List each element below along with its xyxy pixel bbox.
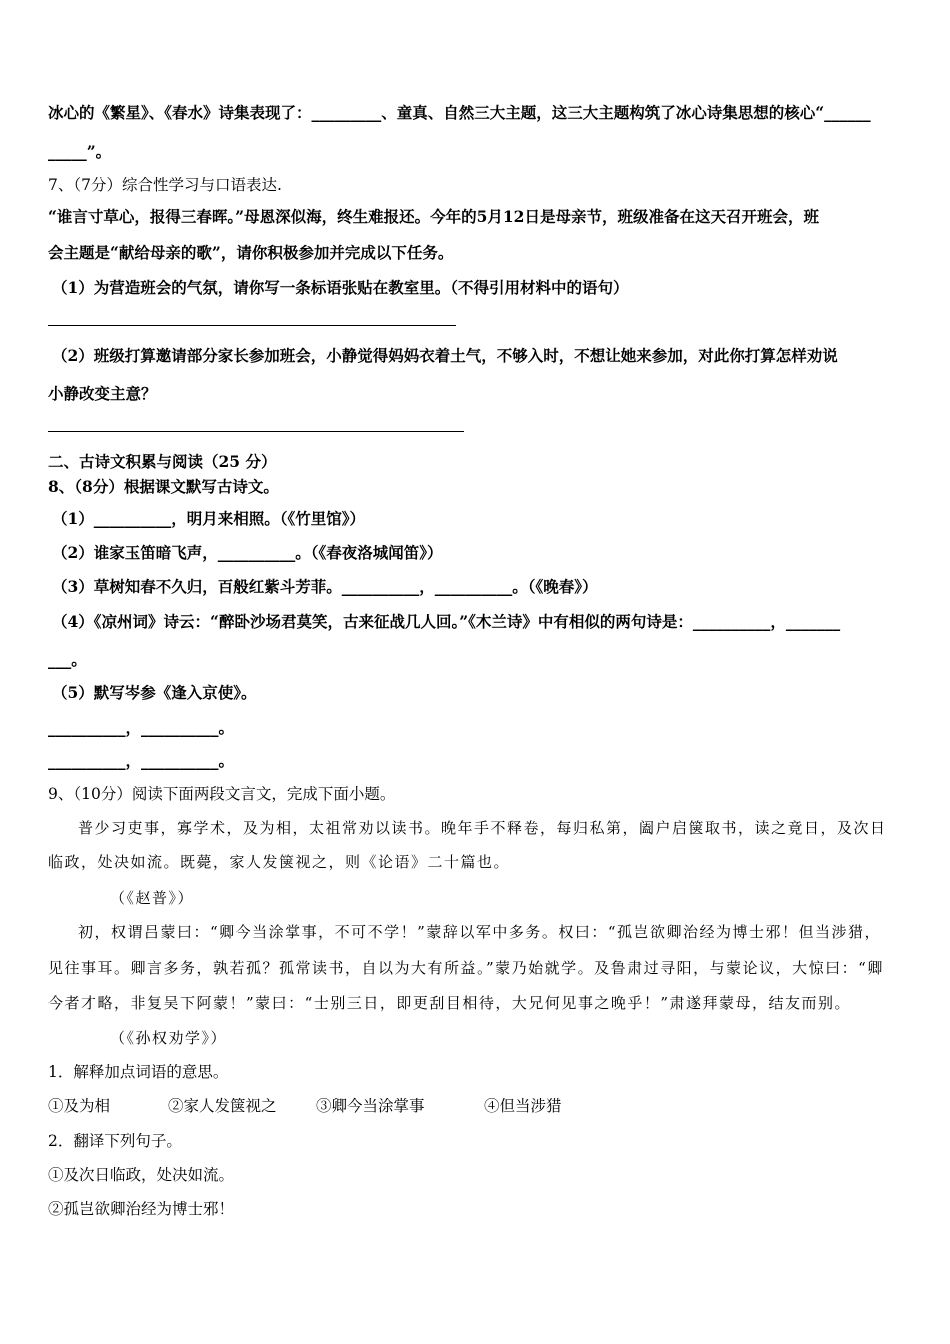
q9-sub-2-item-2: ②孤岂欲卿治经为博士邪！ [48,1200,235,1218]
q7-task-2-line-2: 小静改变主意？ [48,384,157,403]
q9-sub-1-title: 1．解释加点词语的意思。 [48,1063,229,1081]
passage-2-line-1: 初，权谓吕蒙曰：“卿今当涂掌事，不可不学！”蒙辞以军中多务。权曰：“孤岂欲卿治经为博士邪！但当涉猎， [78,923,882,941]
passage-2-source: （《孙权劝学》） [110,1029,228,1047]
q9-sub-1-item-2: ②家人发箧视之 [168,1097,277,1115]
q8-header: 8、（8分）根据课文默写古诗文。 [48,477,279,496]
passage-1-source: （《赵普》） [110,889,195,907]
q8-item-4-line-2: ___。 [48,650,87,669]
q6-line-1: 冰心的《繁星》、《春水》诗集表现了：_________、童真、自然三大主题，这三大主题构筑了冰心诗集思想的核心“______ [48,103,871,122]
q9-sub-2-title: 2．翻译下列句子。 [48,1132,182,1150]
section-2-title: 二、古诗文积累与阅读（25 分） [48,452,277,471]
q9-sub-1-item-4: ④但当涉猎 [484,1097,562,1115]
passage-1-line-1: 普少习吏事，寡学术，及为相，太祖常劝以读书。晚年手不释卷，每归私第，阖户启箧取书，读之竟日，及次日 [78,819,887,837]
passage-2-line-3: 今者才略，非复吴下阿蒙！”蒙曰：“士别三日，即更刮目相待，大兄何见事之晚乎！”肃遂拜蒙母，结友而别。 [48,994,852,1012]
passage-2-line-2: 见往事耳。卿言多务，孰若孤？孤常读书，自以为大有所益。”蒙乃始就学。及鲁肃过寻阳，与蒙论议，大惊曰：“卿 [48,959,884,977]
q9-sub-2-item-1: ①及次日临政，处决如流。 [48,1166,235,1184]
q8-blank-line-1: __________，__________。 [48,718,235,737]
q9-sub-1-item-3: ③卿今当涂掌事 [316,1097,425,1115]
q7-task-1: （1）为营造班会的气氛，请你写一条标语张贴在教室里。（不得引用材料中的语句） [52,278,629,297]
q7-task-2-line-1: （2）班级打算邀请部分家长参加班会，小静觉得妈妈衣着土气，不够入时，不想让她来参加，对此你打算怎样劝说 [52,346,838,365]
q9-header: 9、（10分）阅读下面两段文言文，完成下面小题。 [48,785,396,803]
q7-answer-line-1 [48,325,456,326]
q7-header: 7、（7分）综合性学习与口语表达. [48,176,282,194]
q6-line-2: _____”。 [48,142,112,161]
q8-item-3: （3）草树知春不久归，百般红紫斗芳菲。__________，__________。（《晚春》） [52,577,598,596]
q8-item-2: （2）谁家玉笛暗飞声，__________。（《春夜洛城闻笛》） [52,543,443,562]
q8-blank-line-2: __________，__________。 [48,751,235,770]
q9-sub-1-item-1: ①及为相 [48,1097,111,1115]
q7-intro-line-1: “谁言寸草心，报得三春晖。”母恩深似海，终生难报还。今年的5月12日是母亲节，班级准备在这天召开班会，班 [48,207,819,226]
q8-item-5: （5）默写岑参《逢入京使》。 [52,683,257,702]
q7-intro-line-2: 会主题是“献给母亲的歌”，请你积极参加并完成以下任务。 [48,243,454,262]
passage-1-line-2: 临政，处决如流。既薨，家人发箧视之，则《论语》二十篇也。 [48,853,511,871]
q8-item-1: （1）__________，明月来相照。（《竹里馆》） [52,509,366,528]
q7-answer-line-2 [48,431,464,432]
q8-item-4-line-1: （4）《凉州词》诗云：“醉卧沙场君莫笑，古来征战几人回。”《木兰诗》中有相似的两句诗是：__________，_______ [52,612,841,631]
